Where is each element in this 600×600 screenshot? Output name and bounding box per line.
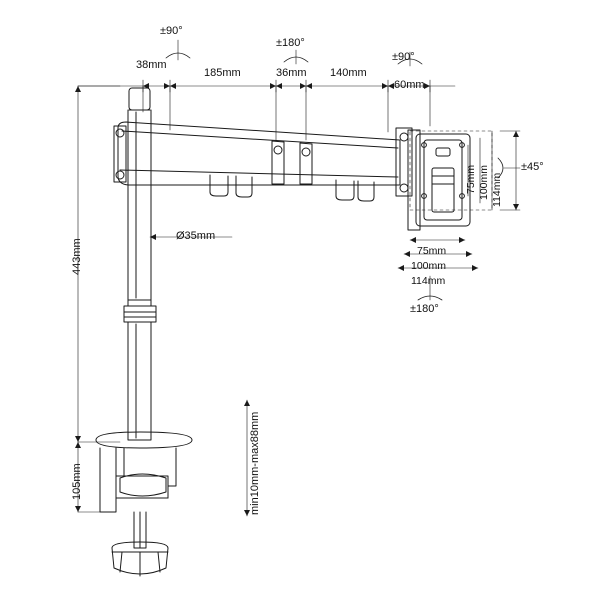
label-segment-36mm: 36mm bbox=[276, 67, 307, 79]
label-segment-140mm: 140mm bbox=[330, 67, 367, 79]
label-vesa-vertical-100mm: 100mm bbox=[478, 164, 490, 200]
label-pole-diameter: Ø35mm bbox=[176, 230, 216, 242]
label-rotation-column-top: ±90° bbox=[160, 25, 183, 37]
label-vesa-vertical-114mm: 114mm bbox=[491, 172, 503, 207]
label-rotation-arm-mid: ±180° bbox=[276, 37, 305, 49]
label-tilt-head: ±45° bbox=[521, 161, 544, 173]
label-clamp-range: min10mm-max88mm bbox=[249, 411, 261, 515]
label-height-443mm: 443mm bbox=[71, 238, 83, 275]
label-segment-38mm: 38mm bbox=[136, 59, 167, 71]
label-clamp-105mm: 105mm bbox=[71, 463, 83, 500]
label-vesa-horizontal-75mm: 75mm bbox=[417, 245, 447, 257]
label-vesa-vertical-75mm: 75mm bbox=[465, 164, 477, 194]
label-vesa-horizontal-100mm: 100mm bbox=[411, 260, 447, 272]
label-rotation-head: ±180° bbox=[410, 303, 439, 315]
label-vesa-horizontal-114mm: 114mm bbox=[411, 275, 446, 287]
label-rotation-arm-end: ±90° bbox=[392, 51, 415, 63]
label-segment-60mm: 60mm bbox=[394, 79, 425, 91]
label-segment-185mm: 185mm bbox=[204, 67, 241, 79]
